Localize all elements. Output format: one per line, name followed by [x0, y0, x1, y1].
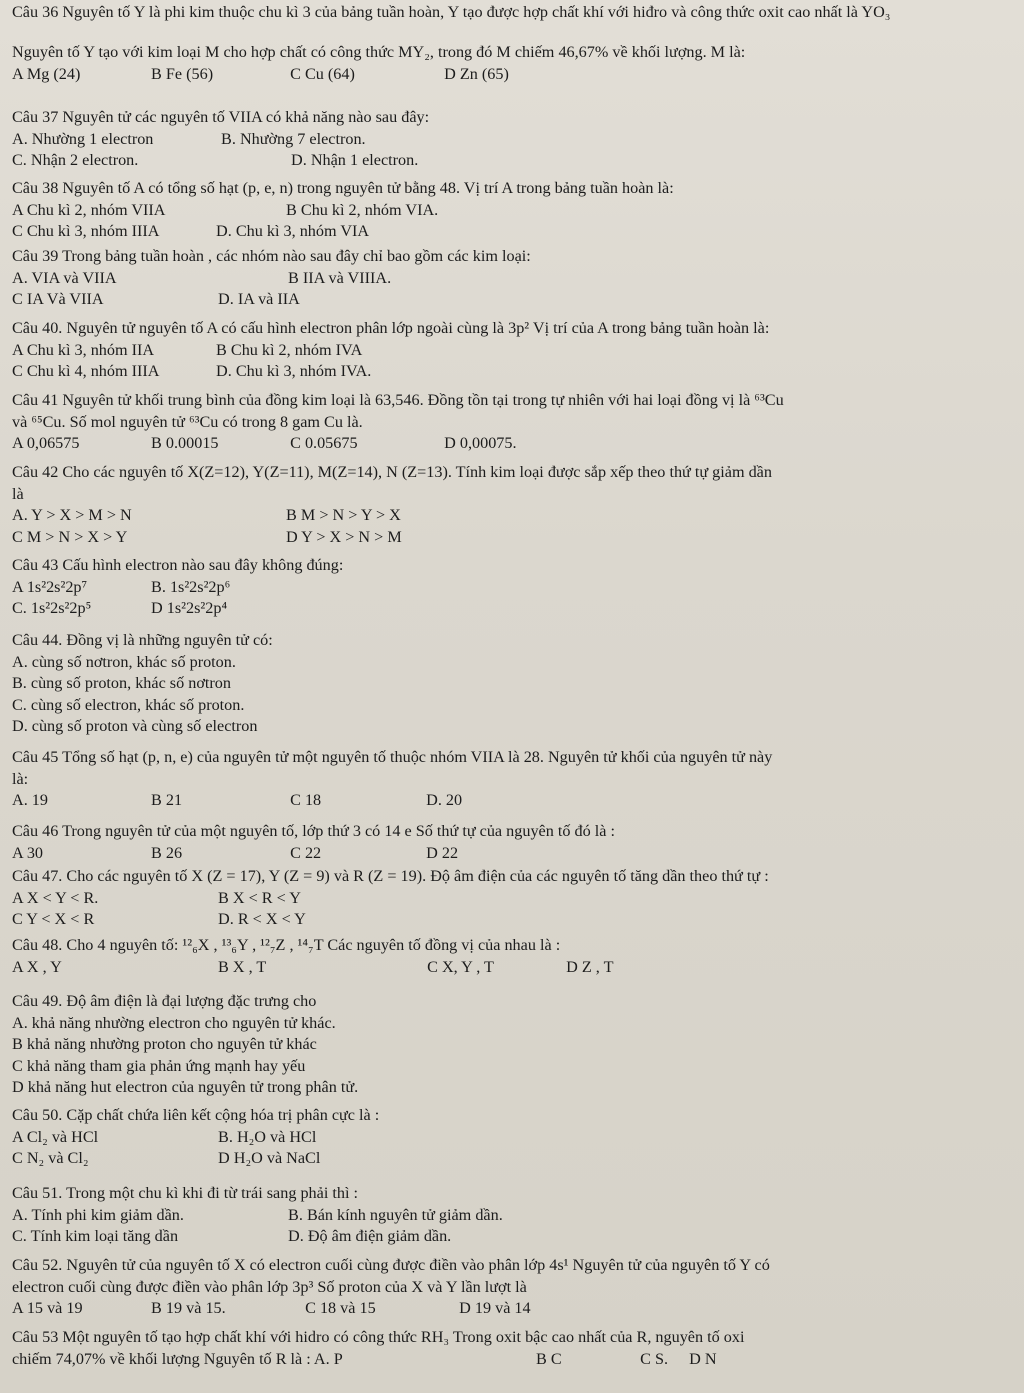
option-c[interactable]: C. Nhận 2 electron. — [12, 151, 139, 169]
option-b[interactable]: B. cùng số proton, khác số nơtron — [12, 674, 231, 692]
option-a[interactable]: A X < Y < R. — [12, 888, 99, 907]
question-41 — [12, 390, 1012, 455]
option-d[interactable]: D 22 — [426, 843, 459, 862]
question-51 — [12, 1183, 1012, 1248]
option-c[interactable]: C 0.05675 — [290, 434, 358, 452]
question-43 — [12, 555, 1012, 620]
question-text: Câu 51. Trong một chu kì khi đi từ trái sang phải thì : — [12, 1184, 359, 1202]
question-37 — [12, 107, 1012, 172]
question-45 — [12, 747, 1012, 812]
option-b[interactable]: B 0.00015 — [151, 434, 219, 452]
question-47 — [12, 866, 1012, 931]
option-d[interactable]: D. cùng số proton và cùng số electron — [12, 717, 258, 735]
option-d[interactable]: D H₂O và NaCl — [218, 1149, 321, 1167]
question-text: Câu 40. Nguyên tử nguyên tố A có cấu hình electron phân lớp ngoài cùng là 3p² Vị trí của A trong bảng tuần hoàn là: — [12, 319, 770, 337]
question-text: Câu 42 Cho các nguyên tố X(Z=12), Y(Z=11), M(Z=14), N (Z=13). Tính kim loại được sắp xếp theo thứ tự giảm dần — [12, 463, 772, 481]
option-b[interactable]: B Chu kì 2, nhóm VIA. — [286, 200, 439, 219]
option-a[interactable]: A. Y > X > M > N — [12, 506, 132, 524]
option-b[interactable]: B M > N > Y > X — [286, 506, 401, 524]
option-c[interactable]: C 18 và 15 — [305, 1299, 376, 1317]
option-a[interactable]: A 30 — [12, 843, 44, 862]
option-c[interactable]: C X, Y , T — [427, 957, 494, 976]
question-44 — [12, 630, 1012, 738]
option-c[interactable]: C Chu kì 3, nhóm IIIA — [12, 222, 160, 240]
option-c[interactable]: C khả năng tham gia phản ứng mạnh hay yếu — [12, 1056, 306, 1075]
question-text-cont: chiếm 74,07% về khối lượng Nguyên tố R là : A. P — [12, 1349, 343, 1368]
option-c[interactable]: C Y < X < R — [12, 910, 95, 928]
option-b[interactable]: B Fe (56) — [151, 64, 214, 83]
option-a[interactable]: A. khả năng nhường electron cho nguyên tử khác. — [12, 1013, 336, 1032]
question-text: Câu 49. Độ âm điện là đại lượng đặc trưng cho — [12, 992, 317, 1010]
option-b[interactable]: B. H₂O và HCl — [218, 1127, 317, 1146]
option-b[interactable]: B. 1s²2s²2p⁶ — [151, 577, 231, 596]
option-a[interactable]: A. cùng số nơtron, khác số proton. — [12, 652, 236, 671]
option-c[interactable]: C. Tính kim loại tăng dần — [12, 1227, 179, 1245]
option-d[interactable]: D khả năng hut electron của nguyên tử trong phân tử. — [12, 1078, 359, 1096]
option-b[interactable]: B Chu kì 2, nhóm IVA — [216, 340, 363, 359]
option-c[interactable]: C S. — [640, 1349, 668, 1368]
question-text-cont: Nguyên tố Y tạo với kim loại M cho hợp chất có công thức MY₂, trong đó M chiếm 46,67% về khối lượng. M là: — [12, 43, 746, 61]
option-d[interactable]: D Zn (65) — [444, 64, 509, 83]
option-a[interactable]: A X , Y — [12, 957, 62, 976]
option-a[interactable]: A Chu kì 3, nhóm IIA — [12, 340, 155, 359]
option-a[interactable]: A. VIA và VIIA — [12, 268, 117, 287]
question-38 — [12, 178, 1012, 243]
option-d[interactable]: D. Độ âm điện giảm dần. — [288, 1227, 452, 1245]
question-42 — [12, 462, 1012, 548]
question-text-cont: và ⁶⁵Cu. Số mol nguyên tử ⁶³Cu có trong 8 gam Cu là. — [12, 412, 363, 431]
question-text: Câu 37 Nguyên tử các nguyên tố VIIA có khả năng nào sau đây: — [12, 108, 430, 126]
option-c[interactable]: C M > N > X > Y — [12, 527, 128, 546]
option-b[interactable]: B. Nhường 7 electron. — [221, 129, 366, 148]
option-b[interactable]: B IIA và VIIIA. — [288, 268, 392, 287]
question-50 — [12, 1105, 1012, 1170]
option-b[interactable]: B 26 — [151, 843, 183, 862]
question-text: Câu 50. Cặp chất chứa liên kết cộng hóa trị phân cực là : — [12, 1106, 380, 1124]
question-46 — [12, 821, 1012, 864]
question-text-cont: là: — [12, 769, 29, 788]
question-text: Câu 47. Cho các nguyên tố X (Z = 17), Y (Z = 9) và R (Z = 19). Độ âm điện của các nguyên tố tăng dần theo thứ tự : — [12, 867, 769, 885]
option-a[interactable]: A Cl₂ và HCl — [12, 1127, 99, 1146]
option-c[interactable]: C 18 — [290, 791, 322, 809]
option-a[interactable]: A 15 và 19 — [12, 1299, 83, 1317]
option-d[interactable]: D 1s²2s²2p⁴ — [151, 599, 228, 617]
question-text-cont: là — [12, 484, 24, 503]
question-39 — [12, 246, 1012, 311]
question-text: Câu 53 Một nguyên tố tạo hợp chất khí với hidro có công thức RH₃ Trong oxit bậc cao nhất của R, nguyên tố oxi — [12, 1328, 745, 1346]
question-text: Câu 38 Nguyên tố A có tổng số hạt (p, e, n) trong nguyên tử bằng 48. Vị trí A trong bảng tuần hoàn là: — [12, 179, 674, 197]
question-49 — [12, 991, 1012, 1099]
question-text: Câu 52. Nguyên tử của nguyên tố X có electron cuối cùng được điền vào phân lớp 4s¹ Nguyên tử của nguyên tố Y có — [12, 1256, 770, 1274]
option-c[interactable]: C IA Và VIIA — [12, 290, 104, 308]
question-text: Câu 46 Trong nguyên tử của một nguyên tố, lớp thứ 3 có 14 e Số thứ tự của nguyên tố đó là : — [12, 822, 615, 840]
option-d[interactable]: D N — [689, 1349, 717, 1368]
option-d[interactable]: D 0,00075. — [444, 434, 517, 452]
question-text: Câu 43 Cấu hình electron nào sau đây không đúng: — [12, 556, 344, 574]
question-text: Câu 39 Trong bảng tuần hoàn , các nhóm nào sau đây chỉ bao gồm các kim loại: — [12, 247, 531, 265]
question-53 — [12, 1327, 1012, 1370]
question-36 — [12, 2, 1012, 85]
option-d[interactable]: D. R < X < Y — [218, 910, 306, 928]
question-text: Câu 48. Cho 4 nguyên tố: ¹²₆X , ¹³₆Y , ¹²₇Z , ¹⁴₇T Các nguyên tố đồng vị của nhau là : — [12, 936, 561, 954]
option-a[interactable]: A Mg (24) — [12, 64, 81, 83]
option-b[interactable]: B 19 và 15. — [151, 1299, 226, 1317]
option-b[interactable]: B X < R < Y — [218, 888, 301, 907]
option-c[interactable]: C N₂ và Cl₂ — [12, 1149, 89, 1167]
option-c[interactable]: C Cu (64) — [290, 64, 355, 83]
option-b[interactable]: B X , T — [218, 957, 267, 976]
question-40 — [12, 318, 1012, 383]
question-text: Câu 44. Đồng vị là những nguyên tử có: — [12, 631, 273, 649]
option-a[interactable]: A. Tính phi kim giảm dần. — [12, 1205, 184, 1224]
option-a[interactable]: A. Nhường 1 electron — [12, 129, 154, 148]
option-d[interactable]: D Y > X > N > M — [286, 527, 402, 546]
question-text: Câu 36 Nguyên tố Y là phi kim thuộc chu kì 3 của bảng tuần hoàn, Y tạo được hợp chất khí với hiđro và công thức oxit cao nhất là YO₃ — [12, 3, 891, 21]
option-a[interactable]: A Chu kì 2, nhóm VIIA — [12, 200, 166, 219]
option-c[interactable]: C Chu kì 4, nhóm IIIA — [12, 362, 160, 380]
option-c[interactable]: C 22 — [290, 843, 322, 862]
option-c[interactable]: C. 1s²2s²2p⁵ — [12, 599, 92, 617]
option-d[interactable]: D. 20 — [426, 791, 463, 809]
question-48 — [12, 935, 1012, 978]
option-d[interactable]: D Z , T — [566, 957, 614, 976]
question-text-cont: electron cuối cùng được điền vào phân lớp 3p³ Số proton của X và Y lần lượt là — [12, 1277, 527, 1296]
option-b[interactable]: B 21 — [151, 791, 183, 809]
question-text: Câu 41 Nguyên tử khối trung bình của đồng kim loại là 63,546. Đồng tồn tại trong tự nhiên với hai loại đồng vị là ⁶³Cu — [12, 391, 784, 409]
option-d[interactable]: D 19 và 14 — [459, 1299, 531, 1317]
question-52 — [12, 1255, 1012, 1320]
option-b[interactable]: B khả năng nhường proton cho nguyên tử khác — [12, 1035, 317, 1053]
option-c[interactable]: C. cùng số electron, khác số proton. — [12, 695, 245, 714]
option-b[interactable]: B. Bán kính nguyên tử giảm dần. — [288, 1205, 503, 1224]
option-d[interactable]: D. Chu kì 3, nhóm VIA — [216, 222, 370, 240]
option-a[interactable]: A 1s²2s²2p⁷ — [12, 577, 88, 596]
option-d[interactable]: D. IA và IIA — [218, 290, 300, 308]
option-a[interactable]: A. 19 — [12, 791, 48, 809]
option-d[interactable]: D. Nhận 1 electron. — [291, 151, 419, 169]
option-b[interactable]: B C — [536, 1349, 562, 1368]
question-text: Câu 45 Tổng số hạt (p, n, e) của nguyên tử một nguyên tố thuộc nhóm VIIA là 28. Nguyên tử khối của nguyên tử này — [12, 748, 773, 766]
option-a[interactable]: A 0,06575 — [12, 434, 80, 452]
option-d[interactable]: D. Chu kì 3, nhóm IVA. — [216, 362, 372, 380]
